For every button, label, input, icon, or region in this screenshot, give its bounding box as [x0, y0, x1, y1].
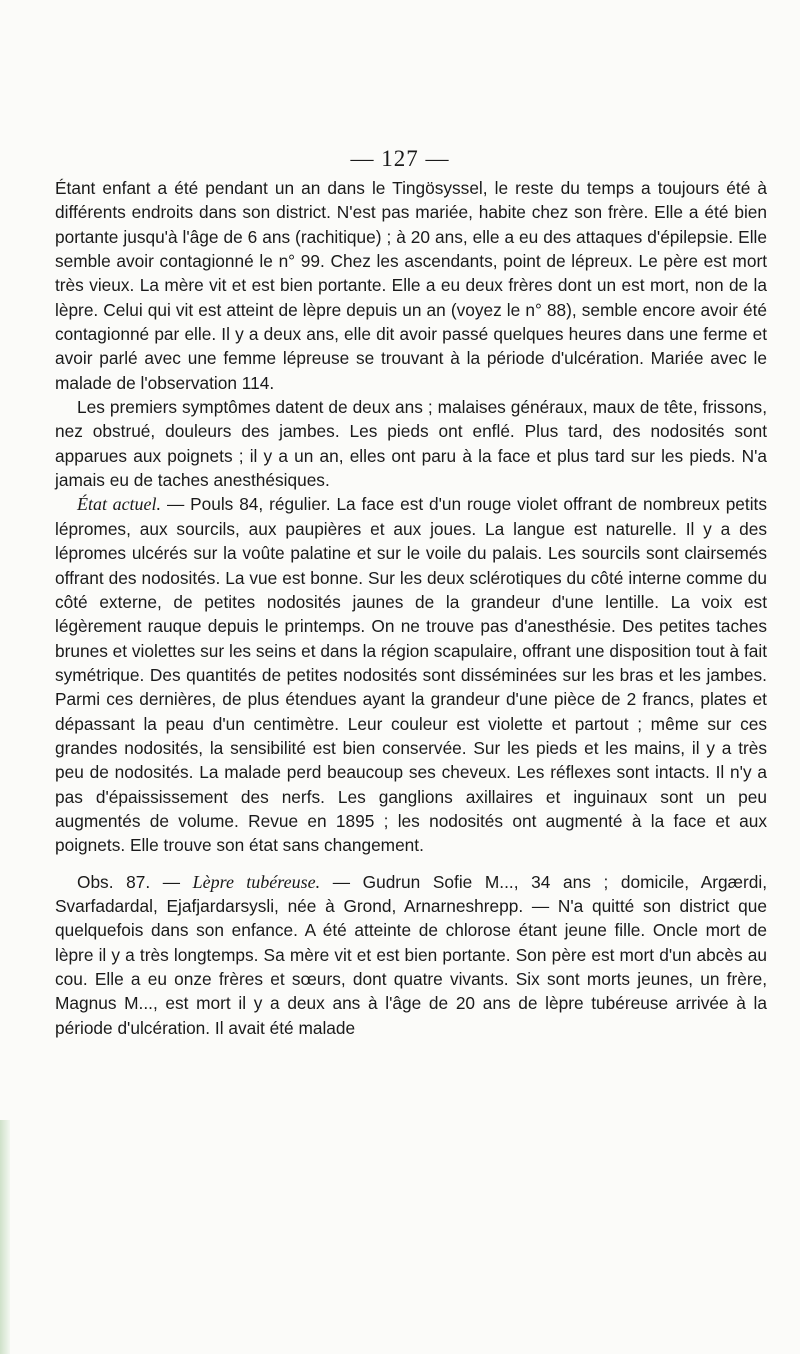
- paragraph-observation-87: [55, 870, 767, 1040]
- paragraph-symptoms: Les premiers symptômes datent de deux ans ; malaises généraux, maux de tête, frissons, nez obstrué, douleurs des jambes. Les pieds ont enflé. Plus tard, des nodosités sont apparues aux poignets ; il y a un an, elles ont paru à la face et plus tard sur les pieds. N'a jamais eu de taches anesthésiques.: [55, 397, 767, 491]
- page-number: — 127 —: [350, 146, 450, 171]
- paragraph-current-state: [55, 492, 767, 857]
- body-text: [55, 176, 767, 1040]
- observation-text: — Gudrun Sofie M..., 34 ans ; domicile, Argærdi, Svarfadardal, Ejafjardarsysli, née à Grond, Arnarneshrepp. — N'a quitté son district que quelquefois dans son enfance. A été atteinte de chlorose étant jeune fille. Oncle mort de lèpre il y a très longtemps. Sa mère vit et est bien portante. Son père est mort d'un abcès au cou. Elle a eu onze frères et sœurs, dont quatre vivants. Six sont morts jeunes, un frère, Magnus M..., est mort il y a deux ans à l'âge de 20 ans de lèpre tubéreuse arrivée à la période d'ulcération. Il avait été malade: [55, 871, 767, 1038]
- current-state-text: — Pouls 84, régulier. La face est d'un rouge violet offrant de nombreux petits lépromes, aux sourcils, aux paupières et aux joues. La langue est naturelle. Il y a des lépromes ulcérés sur la voûte palatine et sur le voile du palais. Les sourcils sont clairsemés offrant des nodosités. La vue est bonne. Sur les deux sclérotiques du côté interne comme du côté externe, de petites nodosités jaunes de la grandeur d'une lentille. La voix est légèrement rauque depuis le printemps. On ne trouve pas d'anesthésie. Des petites taches brunes et violettes sur les seins et dans la région scapulaire, offrant une disposition tout à fait symétrique. Des quantités de petites nodosités sont disséminées sur les bras et les jambes. Parmi ces dernières, de plus étendues ayant la grandeur d'une pièce de 2 francs, plates et dépassant la peau d'un centimètre. Leur couleur est violette et partout ; même sur ces grandes nodosités, la sensibilité est bien conservée. Sur les pieds et les mains, il y a très peu de nodosités. La malade perd beaucoup ses cheveux. Les réflexes sont intacts. Il n'y a pas d'épaississement des nerfs. Les ganglions axillaires et inguinaux sont un peu augmentés de volume. Revue en 1895 ; les nodosités ont augmenté à la face et aux poignets. Elle trouve son état sans changement.: [55, 494, 767, 856]
- paragraph-history: Étant enfant a été pendant un an dans le Tingösyssel, le reste du temps a toujours été à différents endroits dans son district. N'est pas mariée, habite chez son frère. Elle a été bien portante jusqu'à l'âge de 6 ans (rachitique) ; à 20 ans, elle a eu des attaques d'épilepsie. Elle semble avoir contagionné le n° 99. Chez les ascendants, point de lépreux. Le père est mort très vieux. La mère vit et est bien portante. Elle a eu deux frères dont un est mort, non de la lèpre. Celui qui vit est atteint de lèpre depuis un an (voyez le n° 88), semble encore avoir été contagionné par elle. Il y a deux ans, elle dit avoir passé quelques heures dans une ferme et avoir parlé avec une femme lépreuse se trouvant à la période d'ulcération. Mariée avec le malade de l'observation 114.: [55, 178, 767, 393]
- page-edge-stain: [0, 1120, 10, 1354]
- observation-diagnosis: Lèpre tubéreuse.: [192, 871, 321, 892]
- current-state-label: État actuel.: [77, 494, 162, 515]
- observation-number: Obs. 87. —: [77, 871, 193, 892]
